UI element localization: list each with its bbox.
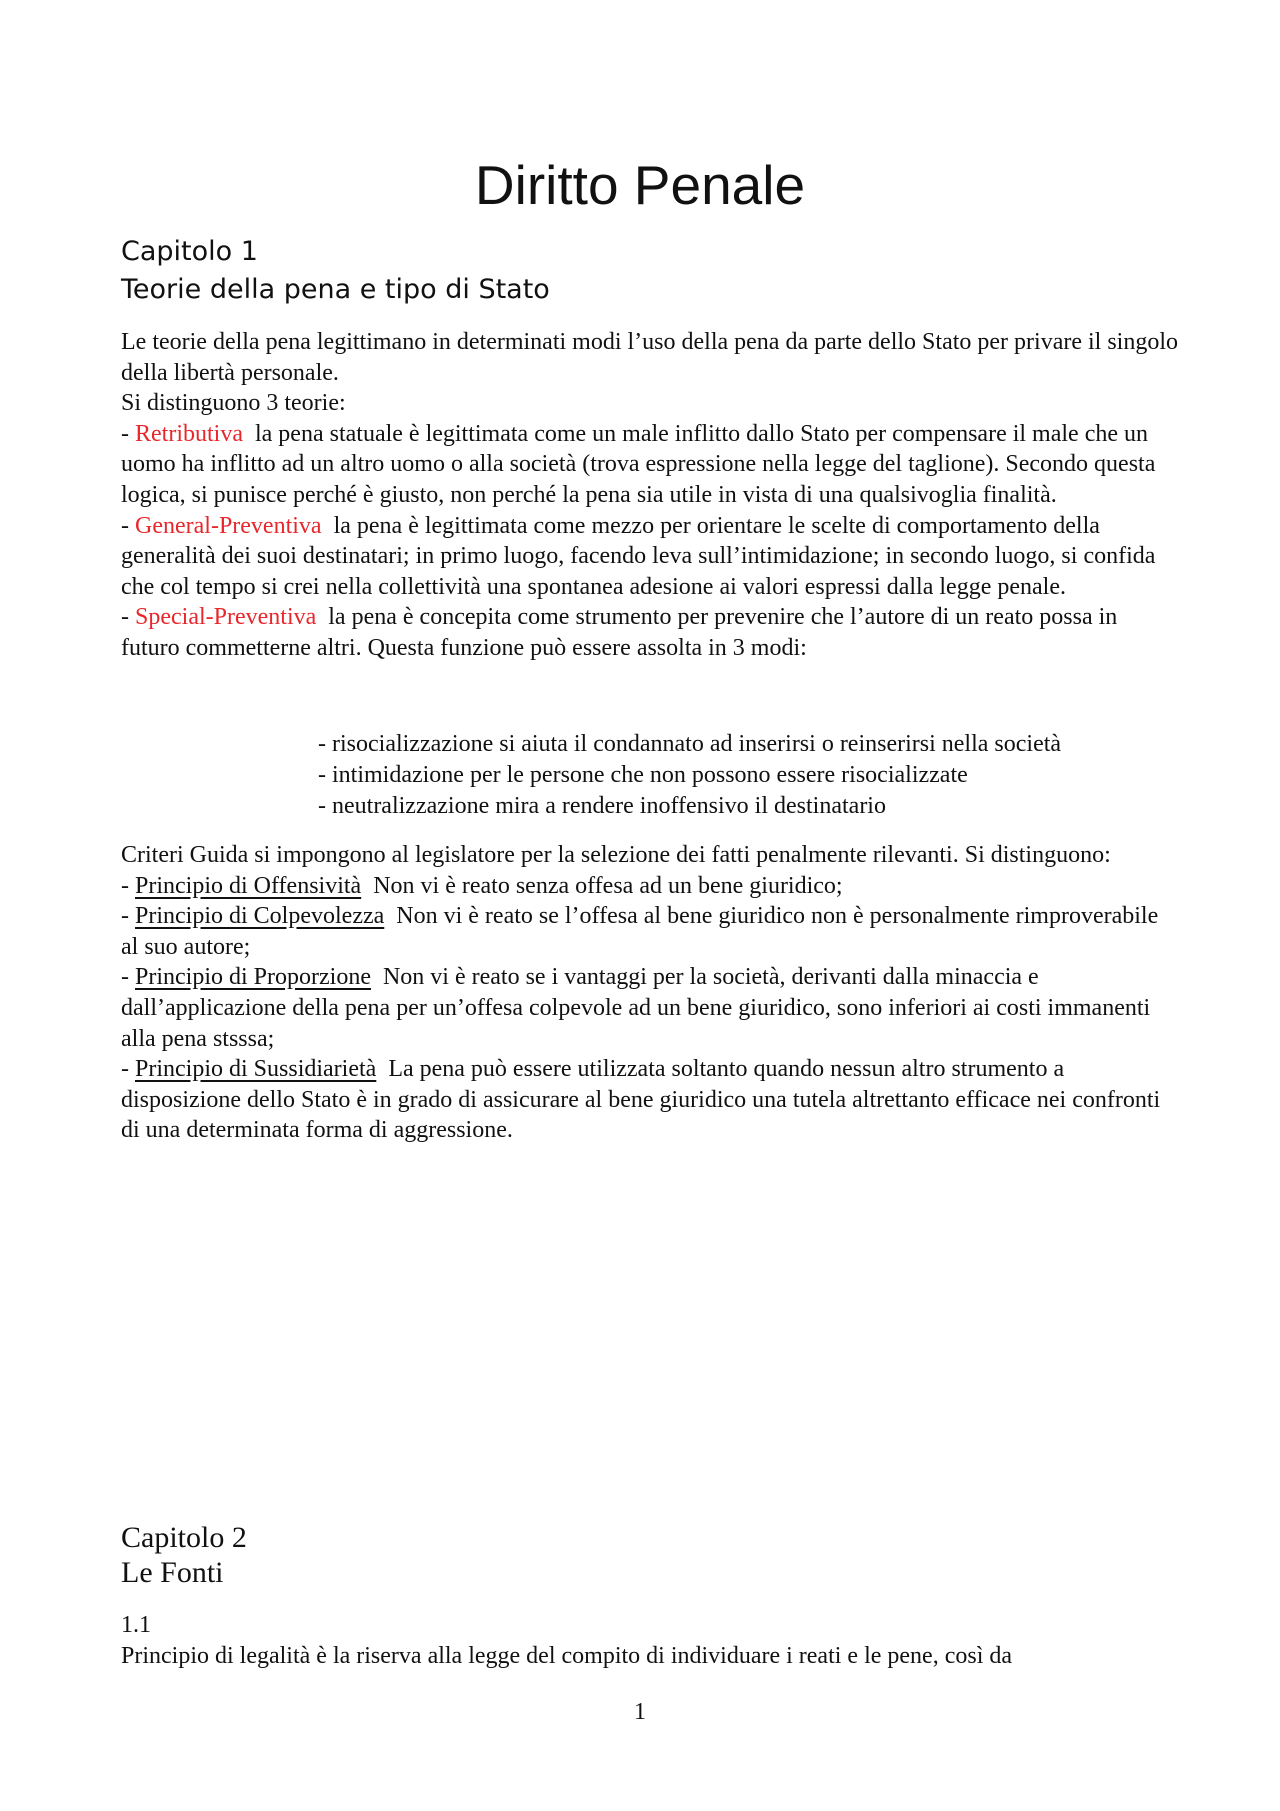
principle-name: Principio di Sussidiarietà: [135, 1056, 377, 1083]
principle-proporzione: - Principio di Proporzione Non vi è reato se i vantaggi per la società, derivanti dalla minaccia e dall’applicazione della pena per un’offesa colpevole ad un bene giuridico, sono inferiori ai costi immanenti alla pena stsssa;: [121, 964, 1151, 1052]
principle-text: Non vi è reato se i vantaggi per la società, derivanti dalla minaccia e dall’applicazione della pena per un’offesa colpevole ad un bene giuridico, sono inferiori ai costi immanenti alla pena stsssa;: [121, 964, 1151, 1052]
principle-offensivita: - Principio di Offensività Non vi è reato senza offesa ad un bene giuridico;: [121, 872, 843, 899]
section-number: 1.1: [121, 1612, 151, 1638]
principle-text: Non vi è reato se l’offesa al bene giuridico non è personalmente rimproverabile al suo autore;: [121, 903, 1159, 960]
principle-name: Principio di Colpevolezza: [135, 903, 385, 930]
intro-paragraph: Le teorie della pena legittimano in determinati modi l’uso della pena da parte dello Stato per privare il singolo della libertà personale.: [121, 329, 1178, 386]
chapter-2-label: Capitolo 2: [121, 1521, 247, 1554]
page-title: Diritto Penale: [474, 154, 806, 216]
theory-text: la pena è concepita come strumento per prevenire che l’autore di un reato possa in futuro commetterne altri. Questa funzione può essere assolta in 3 modi:: [121, 604, 1118, 661]
principle-text: La pena può essere utilizzata soltanto quando nessun altro strumento a disposizione dello Stato è in grado di assicurare al bene giuridico una tutela altrettanto efficace nei confronti di una determinata forma di aggressione.: [121, 1056, 1161, 1144]
theory-general-preventiva: - General-Preventiva la pena è legittimata come mezzo per orientare le scelte di comportamento della generalità dei suoi destinatari; in primo luogo, facendo leva sull’intimidazione; in secondo luogo, si confida che col tempo si crei nella collettività una spontanea adesione ai valori espressi dalla legge penale.: [121, 512, 1156, 600]
mode-neutralizzazione: - neutralizzazione mira a rendere inoffensivo il destinatario: [318, 793, 886, 819]
mode-intimidazione: - intimidazione per le persone che non possono essere risocializzate: [318, 762, 968, 788]
criteria-section: [121, 840, 1181, 1146]
theory-text: la pena è legittimata come mezzo per orientare le scelte di comportamento della generalità dei suoi destinatari; in primo luogo, facendo leva sull’intimidazione; in secondo luogo, si confida che col tempo si crei nella collettività una spontanea adesione ai valori espressi dalla legge penale.: [121, 512, 1156, 600]
chapter-1-body: [121, 327, 1181, 664]
principle-sussidiarieta: - Principio di Sussidiarietà La pena può essere utilizzata soltanto quando nessun altro strumento a disposizione dello Stato è in grado di assicurare al bene giuridico una tutela altrettanto efficace nei confronti di una determinata forma di aggressione.: [121, 1056, 1161, 1144]
mode-risocializzazione: - risocializzazione si aiuta il condannato ad inserirsi o reinserirsi nella società: [318, 731, 1062, 757]
chapter-2-text: Principio di legalità è la riserva alla legge del compito di individuare i reati e le pene, così da: [121, 1643, 1013, 1669]
theory-retributiva: - Retributiva la pena statuale è legittimata come un male inflitto dallo Stato per compensare il male che un uomo ha inflitto ad un altro uomo o alla società (trova espressione nella legge del taglione). Secondo questa logica, si punisce perché è giusto, non perché la pena sia utile in vista di una qualsivoglia finalità.: [121, 420, 1156, 508]
chapter-2-heading: Le Fonti: [121, 1556, 224, 1589]
page-number: 1: [634, 1699, 646, 1725]
theory-term: General-Preventiva: [135, 512, 322, 539]
theory-term: Retributiva: [135, 420, 243, 447]
theory-special-preventiva: - Special-Preventiva la pena è concepita come strumento per prevenire che l’autore di un reato possa in futuro commetterne altri. Questa funzione può essere assolta in 3 modi:: [121, 604, 1118, 661]
principle-name: Principio di Offensività: [135, 872, 362, 899]
chapter-1-label: Capitolo 1: [121, 236, 258, 267]
theory-term: Special-Preventiva: [135, 604, 317, 631]
criteria-intro: Criteri Guida si impongono al legislatore per la selezione dei fatti penalmente rilevanti. Si distinguono:: [121, 842, 1111, 868]
theory-text: la pena statuale è legittimata come un male inflitto dallo Stato per compensare il male che un uomo ha inflitto ad un altro uomo o alla società (trova espressione nella legge del taglione). Secondo questa logica, si punisce perché è giusto, non perché la pena sia utile in vista di una qualsivoglia finalità.: [121, 420, 1156, 508]
distinguish-line: Si distinguono 3 teorie:: [121, 390, 346, 417]
principle-name: Principio di Proporzione: [135, 964, 371, 991]
principle-text: Non vi è reato senza offesa ad un bene giuridico;: [373, 872, 843, 899]
principle-colpevolezza: - Principio di Colpevolezza Non vi è reato se l’offesa al bene giuridico non è personalmente rimproverabile al suo autore;: [121, 903, 1159, 960]
chapter-1-heading: Teorie della pena e tipo di Stato: [121, 274, 550, 305]
